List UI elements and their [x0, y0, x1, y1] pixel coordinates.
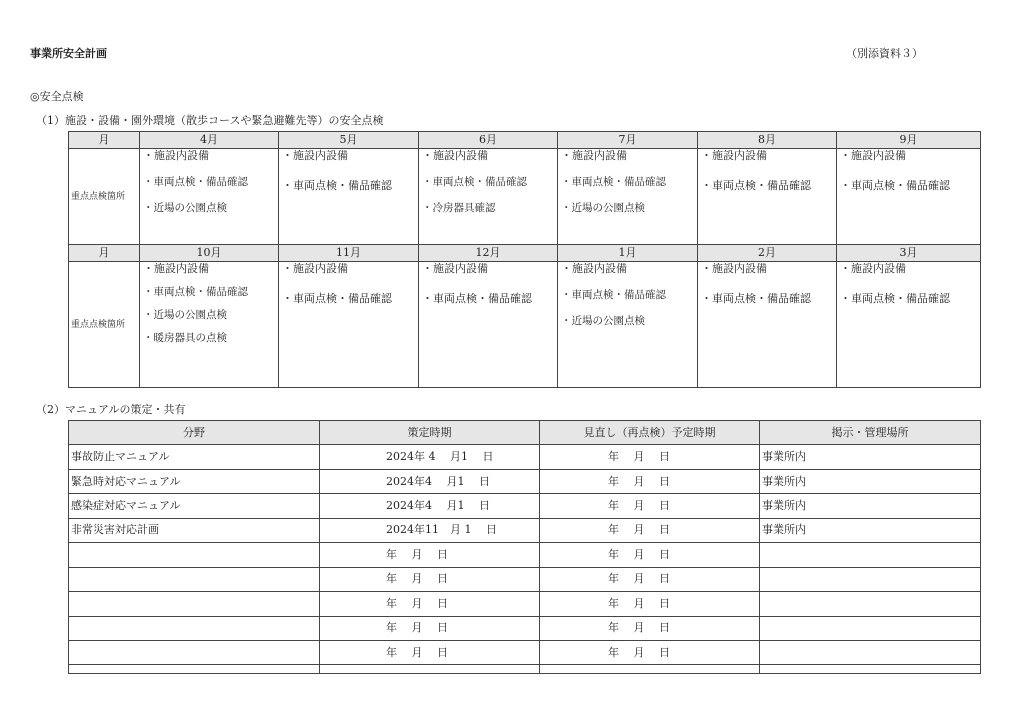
- month-header-cell: 3月: [837, 245, 981, 262]
- manuals-header-row: [69, 421, 981, 445]
- inspection-item: ・施設内設備: [282, 262, 348, 275]
- month-header-cell: 8月: [698, 132, 837, 149]
- manual-created-date-cell: 年 月 日: [320, 543, 540, 567]
- month-header-row: [69, 245, 981, 262]
- manual-review-date-cell: 年 月 日: [540, 518, 760, 542]
- inspection-item: ・車両点検・備品確認: [701, 292, 811, 305]
- month-focus-cell: [419, 262, 558, 388]
- manual-location-cell: [760, 616, 981, 640]
- manual-field-cell: 感染症対応マニュアル: [69, 494, 320, 518]
- manual-location-cell: 事業所内: [760, 445, 981, 469]
- manuals-row: [69, 616, 981, 640]
- manual-location-cell: 事業所内: [760, 469, 981, 493]
- month-focus-cell: [837, 149, 981, 245]
- manual-location-cell: [760, 543, 981, 567]
- month-focus-cell: [279, 149, 419, 245]
- month-label-cell: 月: [69, 132, 140, 149]
- inspection-table: [68, 131, 981, 388]
- manuals-row: [69, 518, 981, 542]
- manual-location-cell: [760, 567, 981, 591]
- manual-location-cell: [760, 592, 981, 616]
- inspection-item: ・車両点検・備品確認: [422, 292, 532, 305]
- month-header-cell: 11月: [279, 245, 419, 262]
- manual-field-cell: 非常災害対応計画: [69, 518, 320, 542]
- manual-location-cell: 事業所内: [760, 518, 981, 542]
- month-label-cell: 月: [69, 245, 140, 262]
- manual-field-cell: [69, 592, 320, 616]
- inspection-item: ・施設内設備: [282, 149, 348, 162]
- manuals-row: [69, 665, 981, 674]
- focus-points-label: 重点点検箇所: [69, 262, 140, 388]
- manual-review-date-cell: 年 月 日: [540, 494, 760, 518]
- focus-points-label: 重点点検箇所: [69, 149, 140, 245]
- focus-items-row: [69, 149, 981, 245]
- manuals-table: [68, 420, 981, 674]
- inspection-item: ・近場の公園点検: [143, 309, 227, 321]
- manuals-row: [69, 494, 981, 518]
- inspection-item: ・車両点検・備品確認: [282, 179, 392, 192]
- inspection-item: ・車両点検・備品確認: [143, 286, 248, 298]
- inspection-item: ・施設内設備: [422, 262, 488, 275]
- manual-created-date-cell: 年 月 日: [320, 592, 540, 616]
- month-header-row: [69, 132, 981, 149]
- month-header-cell: 12月: [419, 245, 558, 262]
- month-header-cell: 5月: [279, 132, 419, 149]
- manual-created-date-cell: 2024年4 月1 日: [320, 469, 540, 493]
- inspection-item: ・施設内設備: [701, 149, 767, 162]
- month-focus-cell: [698, 149, 837, 245]
- inspection-item: ・暖房器具の点検: [143, 332, 227, 344]
- month-focus-cell: [698, 262, 837, 388]
- month-focus-cell: [558, 149, 698, 245]
- inspection-item: ・近場の公園点検: [561, 315, 645, 327]
- section-heading: ◎安全点検: [30, 90, 84, 103]
- manual-created-date-cell: 2024年4 月1 日: [320, 494, 540, 518]
- attachment-reference: （別添資料３）: [846, 47, 923, 60]
- manual-review-date-cell: 年 月 日: [540, 543, 760, 567]
- month-focus-cell: [140, 262, 279, 388]
- manuals-row: [69, 592, 981, 616]
- manuals-row: [69, 640, 981, 664]
- month-header-cell: 4月: [140, 132, 279, 149]
- inspection-item: ・車両点検・備品確認: [561, 289, 666, 301]
- manuals-header-cell: 見直し（再点検）予定時期: [540, 421, 760, 445]
- manual-location-cell: [760, 665, 981, 674]
- subsection-inspection-heading: （1）施設・設備・園外環境（散歩コースや緊急避難先等）の安全点検: [36, 114, 384, 127]
- month-header-cell: 9月: [837, 132, 981, 149]
- manual-review-date-cell: 年 月 日: [540, 616, 760, 640]
- manual-created-date-cell: 年 月 日: [320, 640, 540, 664]
- inspection-item: ・施設内設備: [143, 149, 209, 162]
- manual-field-cell: [69, 543, 320, 567]
- manual-review-date-cell: 年 月 日: [540, 567, 760, 591]
- manual-field-cell: [69, 665, 320, 674]
- inspection-item: ・車両点検・備品確認: [143, 176, 248, 188]
- inspection-item: ・車両点検・備品確認: [840, 292, 950, 305]
- inspection-item: ・近場の公園点検: [561, 202, 645, 214]
- month-header-cell: 10月: [140, 245, 279, 262]
- month-focus-cell: [140, 149, 279, 245]
- month-header-cell: 6月: [419, 132, 558, 149]
- manual-created-date-cell: [320, 665, 540, 674]
- month-header-cell: 7月: [558, 132, 698, 149]
- inspection-item: ・施設内設備: [840, 149, 906, 162]
- manual-review-date-cell: [540, 665, 760, 674]
- document-title: 事業所安全計画: [30, 47, 107, 60]
- inspection-item: ・施設内設備: [561, 149, 627, 162]
- manual-field-cell: 緊急時対応マニュアル: [69, 469, 320, 493]
- manual-review-date-cell: 年 月 日: [540, 640, 760, 664]
- month-focus-cell: [837, 262, 981, 388]
- inspection-item: ・車両点検・備品確認: [701, 179, 811, 192]
- inspection-item: ・車両点検・備品確認: [282, 292, 392, 305]
- manuals-row: [69, 543, 981, 567]
- inspection-item: ・施設内設備: [143, 262, 209, 275]
- month-header-cell: 2月: [698, 245, 837, 262]
- inspection-item: ・車両点検・備品確認: [840, 179, 950, 192]
- manuals-row: [69, 469, 981, 493]
- manuals-row: [69, 445, 981, 469]
- manual-location-cell: [760, 640, 981, 664]
- manual-review-date-cell: 年 月 日: [540, 469, 760, 493]
- manual-field-cell: [69, 640, 320, 664]
- inspection-item: ・施設内設備: [561, 262, 627, 275]
- subsection-manuals-heading: （2）マニュアルの策定・共有: [36, 403, 186, 416]
- inspection-item: ・施設内設備: [840, 262, 906, 275]
- inspection-item: ・冷房器具確認: [422, 202, 496, 214]
- inspection-item: ・車両点検・備品確認: [561, 176, 666, 188]
- manuals-header-cell: 掲示・管理場所: [760, 421, 981, 445]
- month-header-cell: 1月: [558, 245, 698, 262]
- month-focus-cell: [279, 262, 419, 388]
- inspection-item: ・車両点検・備品確認: [422, 176, 527, 188]
- inspection-item: ・近場の公園点検: [143, 202, 227, 214]
- manuals-header-cell: 策定時期: [320, 421, 540, 445]
- manual-field-cell: 事故防止マニュアル: [69, 445, 320, 469]
- inspection-item: ・施設内設備: [422, 149, 488, 162]
- manual-field-cell: [69, 567, 320, 591]
- manuals-header-cell: 分野: [69, 421, 320, 445]
- month-focus-cell: [419, 149, 558, 245]
- manual-review-date-cell: 年 月 日: [540, 592, 760, 616]
- manuals-row: [69, 567, 981, 591]
- manual-created-date-cell: 2024年 4 月1 日: [320, 445, 540, 469]
- manual-created-date-cell: 年 月 日: [320, 616, 540, 640]
- manual-created-date-cell: 年 月 日: [320, 567, 540, 591]
- inspection-item: ・施設内設備: [701, 262, 767, 275]
- focus-items-row: [69, 262, 981, 388]
- month-focus-cell: [558, 262, 698, 388]
- manual-created-date-cell: 2024年11 月 1 日: [320, 518, 540, 542]
- manual-field-cell: [69, 616, 320, 640]
- manual-review-date-cell: 年 月 日: [540, 445, 760, 469]
- manual-location-cell: 事業所内: [760, 494, 981, 518]
